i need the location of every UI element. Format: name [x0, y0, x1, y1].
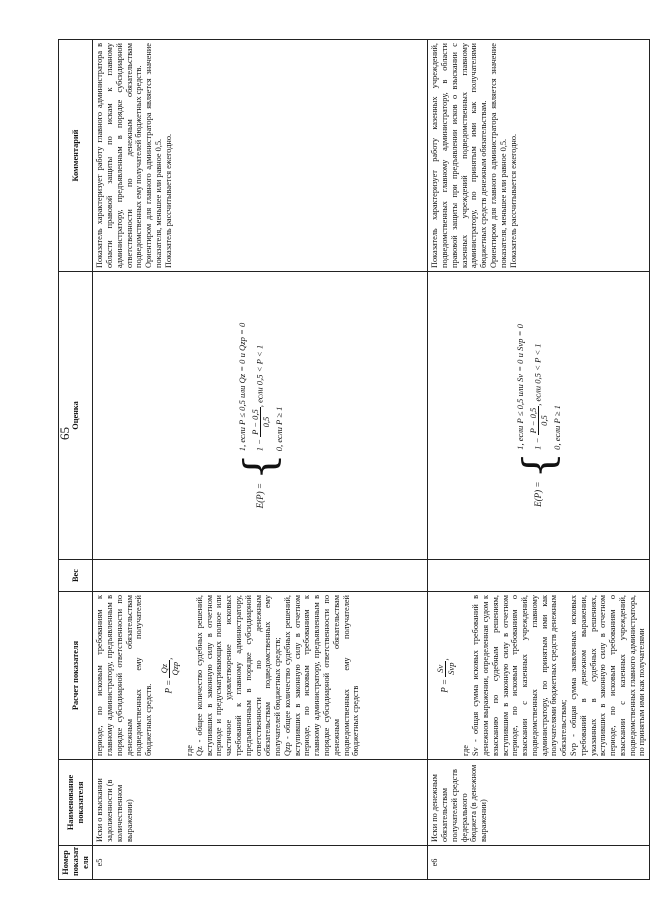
header-num: Номер показат еля [59, 846, 93, 880]
row-estimate: E(P) = { 1, если P ≤ 0,5 или Qz = 0 и Qzp = 0 1 − P − 0,5 0,5 , если 0,5 < P < 1 0, если P ≥ 1 [93, 272, 428, 560]
calc-where: где [461, 745, 471, 756]
row-calc [93, 592, 428, 760]
calc-text-2: Svp - общая сумма заявленных исковых требований в денежном выражении, указанных в судебных решениях, вступивших в законную силу в отчетном периоде, по исковым требованиям о взыскании с казенных учреждений, подведомственных главного администратора, по принятым ими как получателями [568, 595, 647, 756]
calc-formula: P = Qz Qzp , [159, 657, 181, 694]
row-comment: Показатель характеризует работу казенных учреждений, подведомственных главному администратору, в области правовой защиты при предъявлении исков о взыскании с казенных учреждений подведомственных главному администратору, по принятым ими как получателями бюджетных средств денежным обязательствам. Ориентиром для главного администратора является значение показателя, меньшее или равное 0,5. Показатель рассчитывается ежегодно. [428, 40, 650, 272]
header-estimate: Оценка [59, 272, 93, 560]
calc-where: где [185, 745, 195, 756]
rotated-table-page [58, 40, 647, 880]
calc-formula: P = Sv Svp , [435, 658, 457, 693]
indicators-table [58, 39, 650, 880]
calc-text-2: Qzp - общее количество судебных решений, вступивших в законную силу в отчетном периоде, по исковым требованиям к главному администратору, предъявленным в порядке субсидиарной ответственности по денежным обязательствам подведомственных ему получателей бюджетных средств [282, 595, 361, 756]
row-comment: Показатель характеризует работу главного администратора в области правовой защиты по искам к главному администратору, предъявленным в порядке субсидиарной ответственности по денежным обязательствам подведомственных ему получателей бюджетных средств. Ориентиром для главного администратора является значение показателя, меньшее или равное 0,5. Показатель рассчитывается ежегодно. [93, 40, 428, 272]
table-row [428, 40, 650, 880]
row-name: Иски о взыскании задолженности (в количественном выражении) [93, 760, 428, 846]
calc-text-1: Qz - общее количество судебных решений, вступивших в законную силу в отчетном периоде и предусматривающих полное или частичное удовлетворение исковых требований к главному администратору, предъявленным в порядке субсидиарной ответственности по денежным обязательствам подведомственных ему получателей бюджетных средств; [194, 595, 283, 756]
page-number: 65 [57, 427, 72, 440]
header-comment: Комментарий [59, 40, 93, 272]
row-estimate: E(P) = { 1, если P ≤ 0,5 или Sv = 0 и Svp = 0 1 − P − 0,5 0,5 , если 0,5 < P < 1 0, если P ≥ 1 [428, 272, 650, 560]
calc-text-1: Sv - общая сумма исковых требований в денежном выражении, определенная судом к взысканию по судебным решениям, вступившим в законную силу в отчетном периоде, по исковым требованиям о взыскании с казенных учреждений, подведомственных главному администратору, по принятым ими как получателями бюджетных средств денежным обязательствам; [471, 595, 569, 756]
row-num: e5 [93, 846, 428, 880]
row-calc [428, 592, 650, 760]
row-weight [428, 560, 650, 592]
row-num: e6 [428, 846, 650, 880]
row-weight [93, 560, 428, 592]
header-weight: Вес [59, 560, 93, 592]
calc-intro: периоде, по исковым требованиям к главному администратору, предъявленным в порядке субсидиарной ответственности по денежным обязательствам подведомственных ему получателей бюджетных средств. [95, 595, 154, 756]
table-header-row [59, 40, 93, 880]
header-name: Наименование показателя [59, 760, 93, 846]
header-calc: Расчет показателя [59, 592, 93, 760]
row-name: Иски по денежным обязательствам получателей средств федерального бюджета (в денежном выражении) [428, 760, 650, 846]
table-row [93, 40, 428, 880]
